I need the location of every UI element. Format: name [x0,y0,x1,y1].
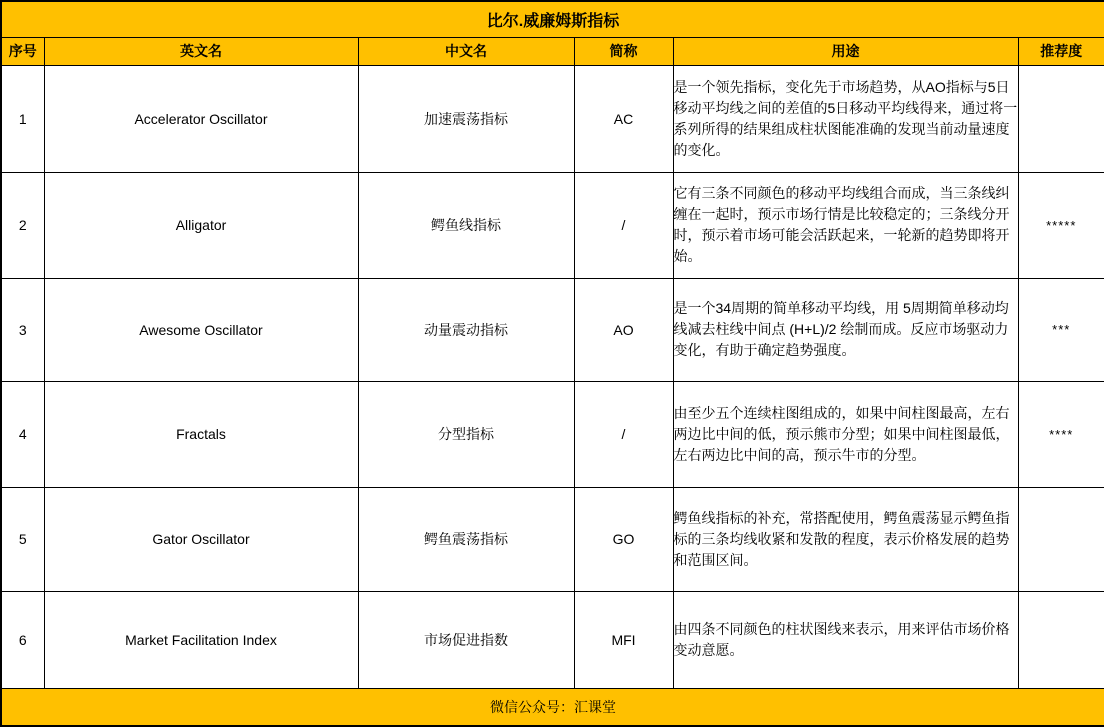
column-header-rating: 推荐度 [1018,37,1104,65]
cell-no: 4 [1,381,44,487]
table-row [1,591,1104,688]
cell-chinese-name: 动量震动指标 [358,278,574,381]
cell-chinese-name: 加速震荡指标 [358,65,574,172]
cell-english-name: Gator Oscillator [44,487,358,591]
header-row [1,37,1104,65]
cell-chinese-name: 鳄鱼线指标 [358,172,574,278]
cell-no: 5 [1,487,44,591]
cell-english-name: Fractals [44,381,358,487]
cell-abbreviation: AC [574,65,673,172]
cell-rating: *** [1018,278,1104,381]
table-row [1,381,1104,487]
cell-usage: 是一个34周期的简单移动平均线，用 5周期简单移动均线减去柱线中间点 (H+L)/2 绘制而成。反应市场驱动力变化，有助于确定趋势强度。 [673,278,1018,381]
cell-abbreviation: AO [574,278,673,381]
column-header-abbreviation: 简称 [574,37,673,65]
cell-abbreviation: / [574,172,673,278]
column-header-chinese-name: 中文名 [358,37,574,65]
cell-abbreviation: / [574,381,673,487]
cell-usage: 它有三条不同颜色的移动平均线组合而成，当三条线纠缠在一起时，预示市场行情是比较稳定的；三条线分开时，预示着市场可能会活跃起来，一轮新的趋势即将开始。 [673,172,1018,278]
cell-abbreviation: GO [574,487,673,591]
cell-english-name: Awesome Oscillator [44,278,358,381]
cell-rating [1018,65,1104,172]
cell-rating: ***** [1018,172,1104,278]
cell-usage: 鳄鱼线指标的补充，常搭配使用，鳄鱼震荡显示鳄鱼指标的三条均线收紧和发散的程度，表示价格发展的趋势和范围区间。 [673,487,1018,591]
title-row [1,1,1104,37]
table-row [1,487,1104,591]
cell-chinese-name: 市场促进指数 [358,591,574,688]
cell-no: 2 [1,172,44,278]
table-row [1,278,1104,381]
footer-row [1,688,1104,726]
cell-no: 6 [1,591,44,688]
column-header-usage: 用途 [673,37,1018,65]
cell-rating [1018,591,1104,688]
cell-usage: 由至少五个连续柱图组成的，如果中间柱图最高，左右两边比中间的低，预示熊市分型；如果中间柱图最低，左右两边比中间的高，预示牛市的分型。 [673,381,1018,487]
table-row [1,172,1104,278]
footer-wechat-account: 微信公众号：汇课堂 [1,688,1104,726]
cell-rating: **** [1018,381,1104,487]
cell-english-name: Alligator [44,172,358,278]
table-row [1,65,1104,172]
page-title: 比尔.威廉姆斯指标 [1,1,1104,37]
cell-usage: 是一个领先指标，变化先于市场趋势，从AO指标与5日移动平均线之间的差值的5日移动平均线得来，通过将一系列所得的结果组成柱状图能准确的发现当前动量速度的变化。 [673,65,1018,172]
cell-chinese-name: 鳄鱼震荡指标 [358,487,574,591]
column-header-english-name: 英文名 [44,37,358,65]
cell-no: 1 [1,65,44,172]
cell-english-name: Accelerator Oscillator [44,65,358,172]
cell-abbreviation: MFI [574,591,673,688]
cell-chinese-name: 分型指标 [358,381,574,487]
column-header-no: 序号 [1,37,44,65]
cell-no: 3 [1,278,44,381]
cell-english-name: Market Facilitation Index [44,591,358,688]
cell-usage: 由四条不同颜色的柱状图线来表示，用来评估市场价格变动意愿。 [673,591,1018,688]
cell-rating [1018,487,1104,591]
